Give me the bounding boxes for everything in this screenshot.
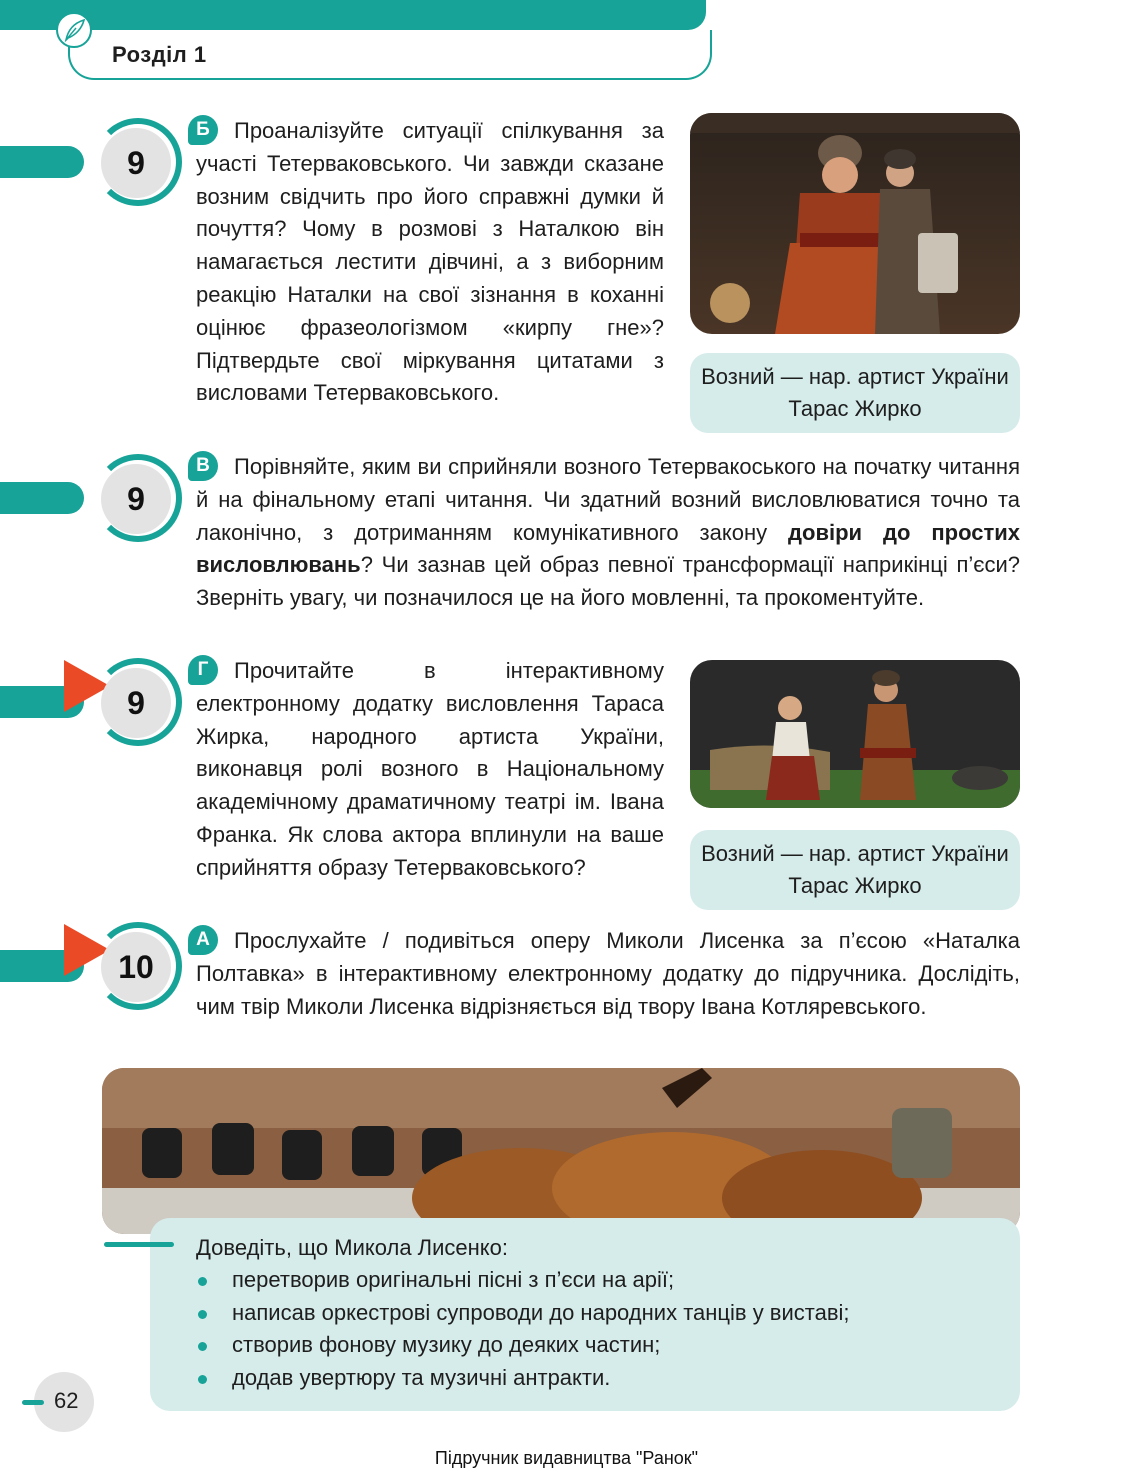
page-number: 62: [54, 1388, 79, 1413]
task-marker-bar: [0, 146, 84, 178]
task-number: 9: [101, 464, 171, 534]
page-number-marker: [22, 1400, 44, 1405]
task-marker-bar: [0, 482, 84, 514]
photo-orchestra-double-basses: [102, 1068, 1020, 1234]
task-letter-badge: В: [188, 451, 218, 481]
header-band: [0, 0, 706, 30]
task-letter-badge: Б: [188, 115, 218, 145]
assignment-box-marker: [104, 1242, 174, 1247]
task-text: Прочитайте в інтерактивному електронному додатку висловлення Тараса Жирка, народного артиста України, виконавця ролі возного в Національному академічному драматичному театрі ім. Івана Франка. Як слова актора вплинули на ваше сприйняття образу Тетерваковського?: [196, 658, 664, 880]
key-term: довіри до простих висловлювань: [196, 519, 1020, 578]
task-text: Проаналізуйте ситуації спілкування за участі Тетерваковського. Чи завжди сказане возним свідчить про його справжні думки й почуття? Чому в розмові з Наталкою він намагається лестити дівчині, а з виборним реакцію Наталки на свої зізнання в коханні оцінює фразеологізмом «кирпу гне»? Підтвердьте свої міркування цитатами з висловами Тетерваковського.: [196, 118, 664, 406]
task-letter-badge: Г: [188, 655, 218, 685]
assignment-box-title: Доведіть, що Микола Лисенко:: [196, 1235, 509, 1260]
task-text: Прослухайте / подивіться оперу Миколи Лисенка за п’єсою «Наталка Полтавка» в інтерактивному електронному додатку до підручника. Дослідіть, чим твір Миколи Лисенка відрізняється від твору Івана Котляревського.: [196, 928, 1020, 1019]
publisher-footer: Підручник видавництва "Ранок": [434, 1448, 699, 1468]
section-title: Розділ 1: [112, 42, 207, 67]
task-text: Порівняйте, яким ви сприйняли возного Тетервакоського на початку читання й на фінальному етапі читання. Чи здатний возний висловлюватися точно та лаконічно, з дотриманням комунікативного закону довіри до простих висловлювань? Чи зазнав цей образ певної трансформації наприкінці п’єси? Зверніть увагу, чи позначилося це на його мовленні, та прокоментуйте.: [196, 454, 1020, 611]
task-number: 9: [101, 128, 171, 198]
photo-caption: Возний — нар. артист України Тарас Жирко: [690, 830, 1020, 910]
assignment-list: [196, 1264, 850, 1394]
photo-actor-with-musician: [690, 113, 1020, 334]
list-item: перетворив оригінальні пісні з п’єси на арії;: [196, 1264, 850, 1297]
photo-actors-dancing: [690, 660, 1020, 808]
list-item: створив фонову музику до деяких частин;: [196, 1329, 850, 1362]
task-number: 9: [101, 668, 171, 738]
task-number: 10: [101, 932, 171, 1002]
list-item: написав оркестрові супроводи до народних танців у виставі;: [196, 1297, 850, 1330]
feather-icon: [56, 12, 92, 48]
task-letter-badge: А: [188, 925, 218, 955]
list-item: додав увертюру та музичні антракти.: [196, 1362, 850, 1395]
photo-caption: Возний — нар. артист України Тарас Жирко: [690, 353, 1020, 433]
